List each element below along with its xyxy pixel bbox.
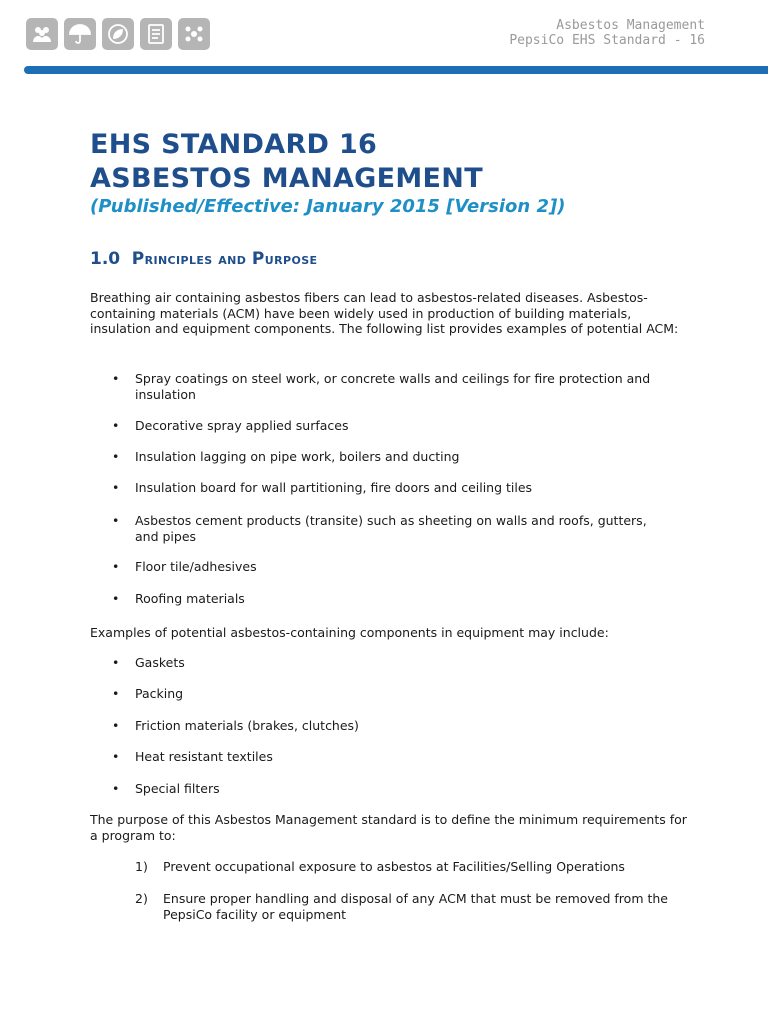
equipment-paragraph: Examples of potential asbestos-containing components in equipment may include: bbox=[90, 625, 609, 640]
numbered-item-text: Prevent occupational exposure to asbestos at Facilities/Selling Operations bbox=[163, 859, 625, 874]
publication-date: (Published/Effective: January 2015 [Version 2]) bbox=[90, 196, 566, 217]
numbered-item-text: Ensure proper handling and disposal of any ACM that must be removed from the PepsiCo facility or equipment bbox=[163, 891, 668, 922]
title-line-1: EHS STANDARD 16 bbox=[90, 129, 378, 160]
list-item-text: Floor tile/adhesives bbox=[135, 559, 257, 574]
header-icon-strip bbox=[26, 18, 210, 50]
list-item-text: Insulation board for wall partitioning, fire doors and ceiling tiles bbox=[135, 480, 533, 495]
purpose-paragraph: The purpose of this Asbestos Management standard is to define the minimum requirements for a program to: bbox=[90, 812, 687, 843]
list-item-text: Insulation lagging on pipe work, boilers and ducting bbox=[135, 449, 460, 464]
section-number: 1.0 bbox=[90, 249, 121, 269]
page-title bbox=[90, 128, 483, 196]
umbrella-icon bbox=[64, 18, 96, 50]
section-title-part: urpose bbox=[264, 250, 318, 268]
list-item-text: Decorative spray applied surfaces bbox=[135, 418, 349, 433]
list-item-text: Roofing materials bbox=[135, 591, 245, 606]
header-doc-title: Asbestos Management bbox=[556, 18, 705, 33]
people-icon bbox=[26, 18, 58, 50]
bullet: • bbox=[112, 655, 120, 670]
bullet: • bbox=[112, 513, 120, 528]
section-title-initial: P bbox=[251, 249, 265, 269]
intro-paragraph: Breathing air containing asbestos fibers can lead to asbestos-related diseases. Asbestos-containing materials (ACM) have been widely used in production of building materials, insulation and equipment components. The following list provides examples of potential ACM: bbox=[90, 290, 679, 336]
list-item-text: Asbestos cement products (transite) such as sheeting on walls and roofs, gutters, and pipes bbox=[135, 513, 647, 544]
section-title bbox=[132, 250, 318, 268]
list-item-text: Gaskets bbox=[135, 655, 185, 670]
list-item-text: Packing bbox=[135, 686, 184, 701]
list-item-text: Heat resistant textiles bbox=[135, 749, 273, 764]
bullet: • bbox=[112, 449, 120, 464]
list-item-text: Friction materials (brakes, clutches) bbox=[135, 718, 359, 733]
item-number: 1) bbox=[135, 859, 148, 874]
header-rule bbox=[24, 66, 768, 74]
bullet: • bbox=[112, 418, 120, 433]
header-standard-number: PepsiCo EHS Standard - 16 bbox=[509, 33, 705, 48]
bullet: • bbox=[112, 686, 120, 701]
item-number: 2) bbox=[135, 891, 148, 906]
bullet: • bbox=[112, 559, 120, 574]
list-item-text: Spray coatings on steel work, or concrete walls and ceilings for fire protection and insulation bbox=[135, 371, 651, 402]
section-heading bbox=[90, 249, 317, 269]
title-line-2: ASBESTOS MANAGEMENT bbox=[90, 163, 483, 194]
running-header bbox=[509, 18, 705, 48]
leaf-recycle-icon bbox=[102, 18, 134, 50]
document-list-icon bbox=[140, 18, 172, 50]
bullet: • bbox=[112, 781, 120, 796]
bullet: • bbox=[112, 718, 120, 733]
bullet: • bbox=[112, 371, 120, 386]
bullet: • bbox=[112, 749, 120, 764]
bullet: • bbox=[112, 591, 120, 606]
molecule-icon bbox=[178, 18, 210, 50]
section-title-initial: P bbox=[131, 249, 145, 269]
bullet: • bbox=[112, 480, 120, 495]
section-title-part: rinciples and bbox=[144, 250, 247, 268]
list-item-text: Special filters bbox=[135, 781, 220, 796]
